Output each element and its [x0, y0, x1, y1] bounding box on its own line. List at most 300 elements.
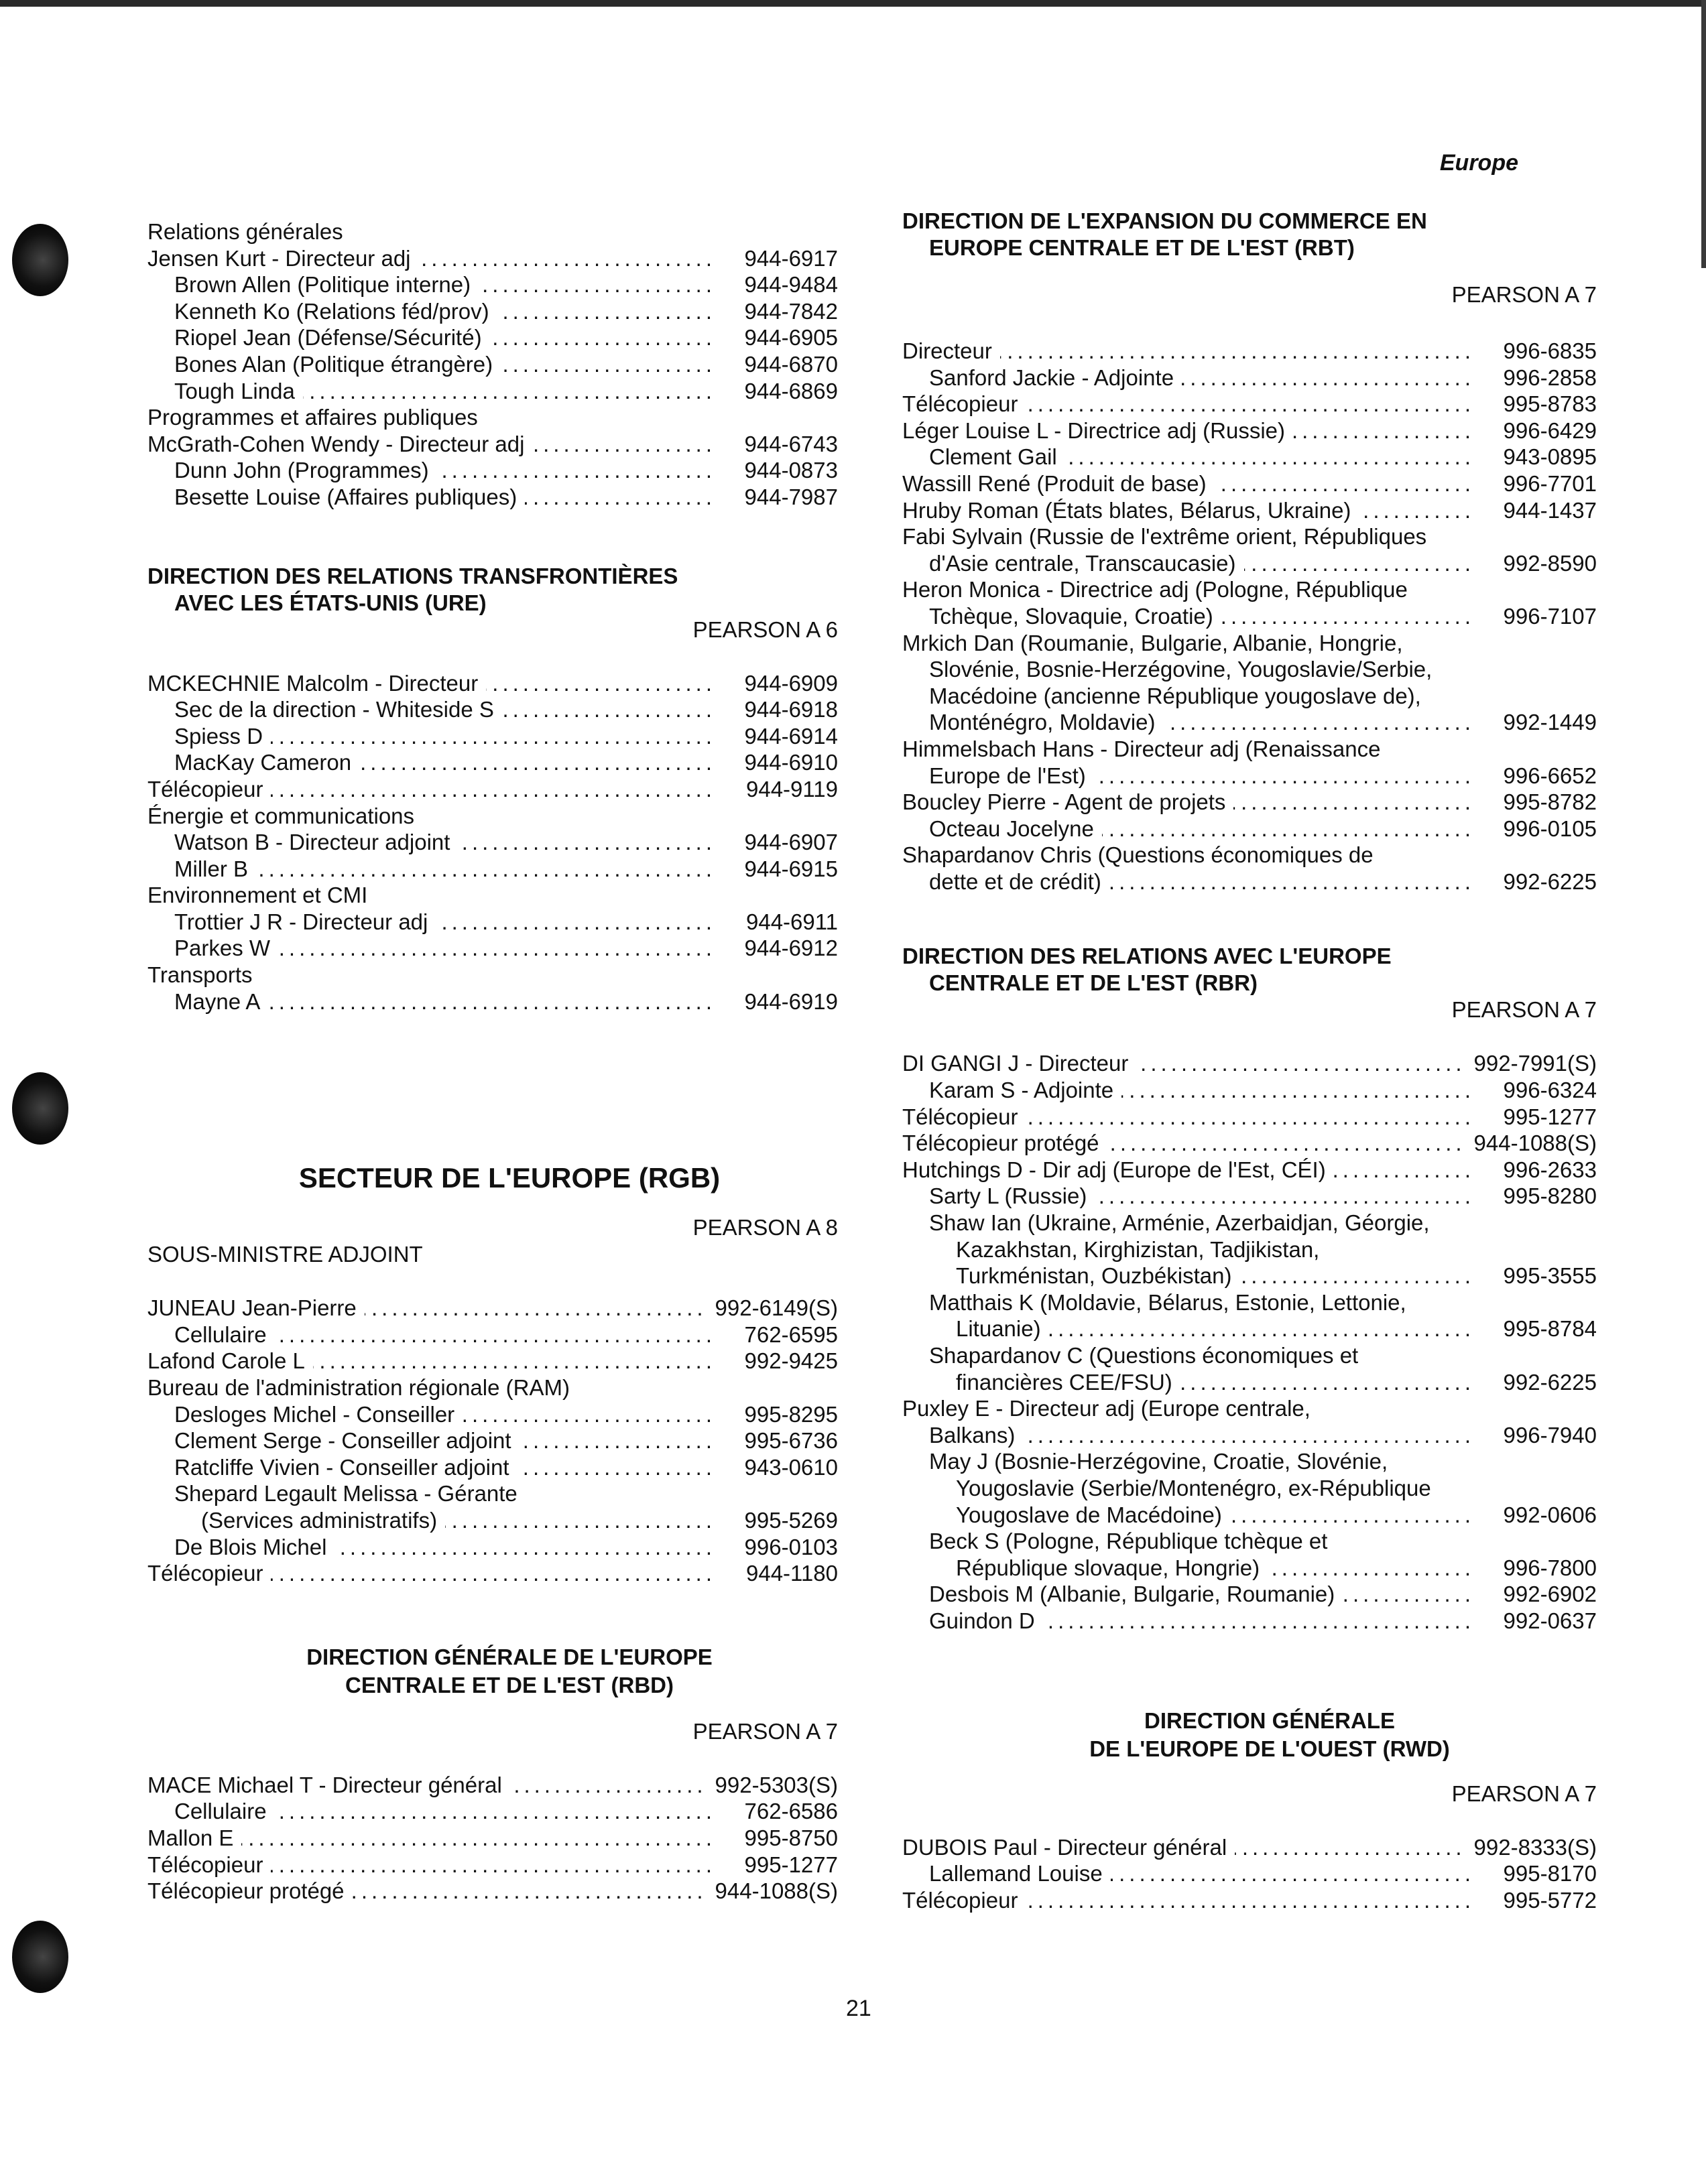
directory-entry	[902, 1130, 1597, 1157]
directory-entry	[902, 763, 1597, 789]
entry-name: Hutchings D - Dir adj (Europe de l'Est, CÉI)	[902, 1157, 1326, 1182]
dot-leader	[479, 271, 716, 298]
dot-leader	[278, 935, 716, 962]
entry-name: Télécopieur	[902, 1104, 1018, 1129]
phone-number: 944-9119	[745, 776, 838, 801]
entry-text-line: Mrkich Dan (Roumanie, Bulgarie, Albanie, Hongrie,	[902, 630, 1403, 655]
section-rbr	[902, 943, 1597, 1634]
entry-text-line: Shaw Ian (Ukraine, Arménie, Azerbaidjan, Géorgie,	[929, 1210, 1430, 1236]
directory-entry	[902, 417, 1597, 444]
phone-number: 944-0873	[744, 458, 838, 483]
phone-number: 762-6586	[744, 1799, 838, 1824]
dot-leader	[419, 245, 716, 272]
entry-list	[902, 1050, 1597, 1634]
punch-hole-bottom	[12, 1921, 68, 1993]
entry-text-line: Matthais K (Moldavie, Bélarus, Estonie, Lettonie,	[929, 1289, 1406, 1315]
dot-leader	[463, 1401, 716, 1428]
directory-entry	[147, 324, 838, 351]
dot-leader	[525, 484, 716, 511]
entry-name: DUBOIS Paul - Directeur général	[902, 1834, 1227, 1860]
entry-name: Hruby Roman (États blates, Bélarus, Ukraine)	[902, 497, 1351, 523]
directory-entry	[147, 670, 838, 697]
dot-leader	[1221, 603, 1475, 630]
directory-entry	[147, 457, 838, 484]
entry-name: Tchèque, Slovaquie, Croatie)	[929, 603, 1213, 629]
phone-number: 996-6429	[1503, 417, 1597, 443]
section-title	[902, 208, 1597, 261]
directory-entry	[902, 1315, 1597, 1342]
section-title	[902, 1707, 1597, 1763]
dot-leader	[365, 1295, 707, 1322]
phone-number: 996-7800	[1503, 1555, 1597, 1580]
subsection-heading: Environnement et CMI	[147, 883, 368, 908]
phone-number: 992-6225	[1503, 869, 1597, 894]
dot-leader	[445, 1507, 716, 1534]
title-line-2: DE L'EUROPE DE L'OUEST (RWD)	[1089, 1736, 1450, 1761]
directory-entry	[147, 1852, 838, 1878]
entry-name: Jensen Kurt - Directeur adj	[147, 245, 411, 271]
phone-number: 996-2633	[1503, 1157, 1597, 1182]
entry-name: Riopel Jean (Défense/Sécurité)	[174, 325, 482, 350]
entry-name: Dunn John (Programmes)	[174, 458, 429, 483]
directory-entry	[902, 1555, 1597, 1582]
directory-entry	[902, 497, 1597, 524]
phone-number: 944-6915	[744, 856, 838, 881]
dot-leader	[1109, 869, 1475, 895]
dot-leader	[241, 1825, 716, 1852]
entry-name: financières CEE/FSU)	[956, 1369, 1172, 1395]
dot-leader	[1235, 1834, 1465, 1861]
phone-number: 762-6595	[744, 1322, 838, 1347]
title-line-2: CENTRALE ET DE L'EST (RBD)	[345, 1672, 674, 1697]
directory-entry	[902, 1581, 1597, 1608]
phone-number: 944-6918	[744, 697, 838, 722]
dot-leader	[271, 1852, 716, 1878]
directory-entry	[147, 271, 838, 298]
dot-leader	[275, 1322, 716, 1348]
dot-leader	[520, 1427, 716, 1454]
dot-leader	[1343, 1581, 1475, 1608]
subsection-heading: Transports	[147, 962, 253, 988]
directory-entry	[902, 365, 1597, 391]
dot-leader	[1180, 1369, 1475, 1396]
entry-name: Europe de l'Est)	[929, 763, 1086, 788]
punch-hole-middle	[12, 1072, 68, 1145]
region-header: Europe	[1439, 150, 1518, 176]
directory-entry	[147, 1322, 838, 1348]
entry-list	[147, 1772, 838, 1905]
left-column	[147, 218, 838, 1905]
phone-number: 995-5269	[744, 1508, 838, 1533]
entry-text-line: Shapardanov Chris (Questions économiques de	[902, 842, 1374, 868]
phone-number: 944-6911	[745, 909, 838, 934]
directory-entry	[147, 723, 838, 750]
entry-name: Monténégro, Moldavie)	[929, 710, 1156, 735]
phone-number: 992-0606	[1503, 1502, 1597, 1527]
entry-text-line: Shapardanov C (Questions économiques et	[929, 1343, 1359, 1368]
dot-leader	[1268, 1555, 1475, 1582]
directory-entry	[147, 1401, 838, 1428]
phone-number: 995-8280	[1503, 1183, 1597, 1209]
phone-number: 996-6652	[1503, 763, 1597, 788]
phone-number: 992-8333(S)	[1473, 1834, 1597, 1860]
dot-leader	[275, 1798, 716, 1825]
directory-entry	[147, 1427, 838, 1454]
directory-entry	[902, 1157, 1597, 1183]
entry-name: Octeau Jocelyne	[929, 816, 1094, 841]
dot-leader	[359, 749, 716, 776]
title-line-1: DIRECTION GÉNÉRALE DE L'EUROPE	[306, 1644, 713, 1669]
directory-entry	[147, 1507, 838, 1534]
phone-number: 995-8750	[744, 1825, 838, 1850]
dot-leader	[334, 1534, 716, 1561]
phone-number: 995-5772	[1503, 1887, 1597, 1913]
entry-text-line: Fabi Sylvain (Russie de l'extrême orient, Républiques	[902, 524, 1427, 550]
phone-number: 995-1277	[744, 1852, 838, 1877]
phone-number: 992-0637	[1503, 1608, 1597, 1633]
entry-text-line: Heron Monica - Directrice adj (Pologne, République	[902, 577, 1408, 602]
dot-leader	[486, 670, 716, 697]
page-number: 21	[846, 1996, 871, 2021]
directory-entry	[147, 298, 838, 325]
directory-entry	[902, 789, 1597, 816]
directory-entry	[147, 1348, 838, 1374]
subsection-heading: Programmes et affaires publiques	[147, 405, 478, 430]
dot-leader	[1215, 470, 1475, 497]
entry-name: Balkans)	[929, 1422, 1016, 1448]
dot-leader	[1065, 444, 1475, 470]
entry-name: Télécopieur	[147, 1852, 263, 1877]
phone-number: 995-8782	[1503, 789, 1597, 815]
entry-text-line: Kazakhstan, Kirghizistan, Tadjikistan,	[956, 1236, 1320, 1262]
phone-number: 995-6736	[744, 1428, 838, 1454]
entry-list	[902, 338, 1597, 895]
dot-leader	[437, 457, 716, 484]
dot-leader	[1102, 816, 1475, 842]
dot-leader	[303, 378, 716, 405]
room-label: PEARSON A 6	[692, 617, 838, 642]
dot-leader	[313, 1348, 716, 1374]
dot-leader	[271, 1560, 716, 1587]
entry-name: Mallon E	[147, 1825, 234, 1850]
directory-entry	[902, 1263, 1597, 1289]
dot-leader	[497, 298, 716, 325]
phone-number: 992-1449	[1503, 710, 1597, 735]
phone-number: 944-7842	[744, 298, 838, 324]
dot-leader	[1293, 417, 1475, 444]
entry-name: Boucley Pierre - Agent de projets	[902, 789, 1226, 815]
phone-number: 944-6869	[744, 378, 838, 403]
title-line-2: AVEC LES ÉTATS-UNIS (URE)	[174, 590, 487, 615]
directory-entry	[902, 1608, 1597, 1634]
phone-number: 944-6910	[744, 750, 838, 775]
phone-number: 944-7987	[744, 484, 838, 509]
directory-entry	[902, 1369, 1597, 1396]
dot-leader	[1359, 497, 1475, 524]
phone-number: 944-1437	[1503, 497, 1597, 523]
dot-leader	[1026, 1104, 1475, 1131]
entry-text-line: Shepard Legault Melissa - Gérante	[174, 1481, 517, 1506]
directory-entry	[902, 338, 1597, 365]
directory-entry	[147, 1772, 838, 1799]
entry-name: Léger Louise L - Directrice adj (Russie)	[902, 417, 1286, 443]
entry-name: Desbois M (Albanie, Bulgarie, Roumanie)	[929, 1582, 1335, 1607]
entry-name: Lallemand Louise	[929, 1861, 1103, 1886]
phone-number: 944-6870	[744, 351, 838, 377]
entry-name: Brown Allen (Politique interne)	[174, 272, 471, 298]
dot-leader	[256, 856, 716, 883]
entry-name: Turkménistan, Ouzbékistan)	[956, 1263, 1232, 1289]
phone-number: 944-6905	[744, 325, 838, 350]
dot-leader	[1233, 789, 1475, 816]
entry-name: Cellulaire	[174, 1322, 267, 1347]
phone-number: 995-1277	[1503, 1104, 1597, 1129]
dot-leader	[436, 909, 716, 936]
subsection-heading: Énergie et communications	[147, 803, 415, 828]
dot-leader	[1095, 1183, 1475, 1210]
dot-leader	[501, 351, 716, 378]
directory-entry	[902, 1502, 1597, 1529]
phone-number: 996-0103	[744, 1534, 838, 1559]
dot-leader	[268, 988, 716, 1015]
directory-entry	[902, 444, 1597, 470]
directory-entry	[902, 816, 1597, 842]
phone-number: 996-2858	[1503, 365, 1597, 390]
directory-entry	[147, 1798, 838, 1825]
directory-entry	[902, 550, 1597, 577]
entry-name: McGrath-Cohen Wendy - Directeur adj	[147, 431, 525, 456]
dot-leader	[490, 324, 716, 351]
phone-number: 944-6917	[744, 245, 838, 271]
dot-leader	[1094, 763, 1475, 789]
section-subtitle: SOUS-MINISTRE ADJOINT	[147, 1242, 423, 1267]
entry-list	[147, 1295, 838, 1587]
section-title	[902, 943, 1597, 997]
entry-text-line: Himmelsbach Hans - Directeur adj (Renaissance	[902, 736, 1381, 761]
entry-name: Sec de la direction - Whiteside S	[174, 697, 494, 722]
phone-number: 944-6909	[744, 670, 838, 696]
directory-entry	[147, 909, 838, 936]
phone-number: 944-9484	[744, 272, 838, 298]
entry-name: Cellulaire	[174, 1799, 267, 1824]
title-line-1: DIRECTION GÉNÉRALE	[1144, 1708, 1396, 1733]
directory-entry	[147, 935, 838, 962]
entry-text-line: Yougoslavie (Serbie/Montenégro, ex-République	[956, 1475, 1431, 1500]
directory-entry	[902, 603, 1597, 630]
dot-leader	[1136, 1050, 1465, 1077]
directory-entry	[147, 856, 838, 883]
phone-number: 992-9425	[744, 1348, 838, 1374]
directory-entry	[902, 869, 1597, 895]
phone-number: 992-6149(S)	[715, 1295, 838, 1321]
entry-name: Lituanie)	[956, 1316, 1041, 1342]
room-label: PEARSON A 7	[692, 1718, 838, 1744]
entry-name: Clement Serge - Conseiller adjoint	[174, 1428, 511, 1454]
entry-name: Télécopieur	[147, 1561, 263, 1586]
directory-entry	[902, 1104, 1597, 1131]
dot-leader	[1239, 1263, 1475, 1289]
dot-leader	[517, 1454, 716, 1481]
section-rbd	[147, 1643, 838, 1905]
entry-name: Miller B	[174, 856, 249, 881]
section-ure	[147, 563, 838, 1015]
directory-entry	[147, 1560, 838, 1587]
entry-name: Télécopieur protégé	[902, 1131, 1099, 1156]
section-rbt	[902, 208, 1597, 895]
directory-entry	[147, 988, 838, 1015]
directory-entry	[902, 1834, 1597, 1861]
entry-name: Mayne A	[174, 988, 261, 1014]
scan-top-edge	[0, 0, 1706, 7]
dot-leader	[271, 776, 716, 803]
entry-name: De Blois Michel	[174, 1534, 327, 1559]
dot-leader	[1121, 1077, 1475, 1104]
dot-leader	[1000, 338, 1475, 365]
entry-name: DI GANGI J - Directeur	[902, 1051, 1129, 1076]
title-line-1: DIRECTION DES RELATIONS AVEC L'EUROPE	[902, 944, 1392, 969]
section-rgb	[147, 1161, 838, 1587]
phone-number: 944-6914	[744, 723, 838, 749]
directory-entry	[147, 431, 838, 458]
entry-name: Besette Louise (Affaires publiques)	[174, 484, 517, 509]
directory-entry	[147, 1454, 838, 1481]
punch-hole-top	[12, 224, 68, 296]
phone-number: 944-6743	[744, 431, 838, 456]
dot-leader	[510, 1772, 707, 1799]
entry-name: Trottier J R - Directeur adj	[174, 909, 428, 934]
directory-entry	[147, 1534, 838, 1561]
phone-number: 995-8784	[1503, 1316, 1597, 1342]
entry-text-line: Macédoine (ancienne République yougoslave de),	[929, 683, 1421, 708]
dot-leader	[1182, 365, 1475, 391]
right-column	[902, 208, 1597, 1913]
entry-text-line: Slovénie, Bosnie-Herzégovine, Yougoslavie/Serbie,	[929, 657, 1433, 682]
entry-name: MACE Michael T - Directeur général	[147, 1772, 502, 1797]
title-line-2: EUROPE CENTRALE ET DE L'EST (RBT)	[929, 235, 1355, 260]
entry-name: Kenneth Ko (Relations féd/prov)	[174, 298, 489, 324]
entry-name: Lafond Carole L	[147, 1348, 305, 1374]
entry-name: Spiess D	[174, 723, 263, 749]
dot-leader	[502, 696, 716, 723]
directory-entry	[902, 1860, 1597, 1887]
entry-name: d'Asie centrale, Transcaucasie)	[929, 550, 1236, 576]
directory-entry	[147, 1878, 838, 1905]
entry-name: MCKECHNIE Malcolm - Directeur	[147, 670, 479, 696]
dot-leader	[458, 829, 716, 856]
directory-entry	[147, 829, 838, 856]
phone-number: 992-7991(S)	[1473, 1051, 1597, 1076]
directory-entry	[902, 1077, 1597, 1104]
dot-leader	[1023, 1422, 1475, 1449]
dot-leader	[1043, 1608, 1475, 1634]
directory-entry	[147, 1825, 838, 1852]
directory-entry	[902, 391, 1597, 417]
phone-number: 944-1088(S)	[715, 1878, 838, 1904]
section-rwd	[902, 1707, 1597, 1914]
dot-leader	[1244, 550, 1475, 577]
entry-name: Bones Alan (Politique étrangère)	[174, 351, 493, 377]
phone-number: 944-1088(S)	[1473, 1131, 1597, 1156]
phone-number: 943-0895	[1503, 444, 1597, 470]
dot-leader	[1026, 1887, 1475, 1914]
phone-number: 995-8295	[744, 1401, 838, 1427]
directory-entry	[147, 484, 838, 511]
title-line-1: DIRECTION DES RELATIONS TRANSFRONTIÈRES	[147, 563, 678, 588]
section-title	[147, 1643, 838, 1699]
phone-number: 992-8590	[1503, 550, 1597, 576]
entry-name: Yougoslave de Macédoine)	[956, 1502, 1222, 1527]
entry-name: Wassill René (Produit de base)	[902, 470, 1207, 496]
directory-entry	[902, 1887, 1597, 1914]
section-title	[147, 563, 838, 617]
entry-name: Télécopieur protégé	[147, 1878, 345, 1904]
directory-entry	[902, 1422, 1597, 1449]
dot-leader	[1107, 1130, 1466, 1157]
directory-entry	[147, 245, 838, 272]
dot-leader	[532, 431, 716, 458]
dot-leader	[271, 723, 716, 750]
entry-name: Watson B - Directeur adjoint	[174, 830, 450, 855]
phone-number: 944-6907	[744, 830, 838, 855]
entry-name: Desloges Michel - Conseiller	[174, 1401, 455, 1427]
room-label: PEARSON A 7	[1451, 282, 1597, 307]
room-label: PEARSON A 7	[1451, 1781, 1597, 1806]
entry-name: Karam S - Adjointe	[929, 1078, 1114, 1103]
dot-leader	[1334, 1157, 1475, 1183]
entry-text-line: May J (Bosnie-Herzégovine, Croatie, Slovénie,	[929, 1449, 1388, 1474]
entry-name: (Services administratifs)	[201, 1508, 438, 1533]
subsection-heading: Bureau de l'administration régionale (RAM)	[147, 1375, 570, 1401]
entry-name: MacKay Cameron	[174, 750, 352, 775]
subsection-heading: Relations générales	[147, 219, 343, 244]
entry-name: Parkes W	[174, 936, 271, 961]
room-label: PEARSON A 8	[692, 1215, 838, 1240]
general-relations-block	[147, 218, 838, 511]
dot-leader	[353, 1878, 707, 1905]
dot-leader	[1026, 391, 1475, 417]
dot-leader	[1164, 709, 1475, 736]
entry-name: Télécopieur	[902, 391, 1018, 417]
dot-leader	[1230, 1502, 1475, 1529]
directory-entry	[147, 776, 838, 803]
entry-name: JUNEAU Jean-Pierre	[147, 1295, 357, 1321]
entry-list	[902, 1834, 1597, 1914]
entry-name: Télécopieur	[147, 776, 263, 801]
entry-name: Ratcliffe Vivien - Conseiller adjoint	[174, 1454, 509, 1480]
entry-name: Directeur	[902, 338, 992, 363]
phone-number: 944-6912	[744, 936, 838, 961]
directory-entry	[902, 470, 1597, 497]
entry-name: Sanford Jackie - Adjointe	[929, 365, 1174, 390]
entry-list	[147, 218, 838, 511]
phone-number: 996-7107	[1503, 603, 1597, 629]
phone-number: 996-0105	[1503, 816, 1597, 841]
entry-name: Tough Linda	[174, 378, 295, 403]
scan-right-edge	[1701, 0, 1706, 268]
directory-entry	[147, 749, 838, 776]
phone-number: 996-6324	[1503, 1078, 1597, 1103]
entry-name: Sarty L (Russie)	[929, 1183, 1087, 1209]
phone-number: 944-1180	[745, 1561, 838, 1586]
entry-text-line: Puxley E - Directeur adj (Europe centrale,	[902, 1396, 1311, 1421]
phone-number: 996-7701	[1503, 470, 1597, 496]
phone-number: 995-3555	[1503, 1263, 1597, 1289]
phone-number: 992-6225	[1503, 1369, 1597, 1395]
room-label: PEARSON A 7	[1451, 997, 1597, 1023]
entry-name: Guindon D	[929, 1608, 1035, 1633]
entry-text-line: Beck S (Pologne, République tchèque et	[929, 1529, 1328, 1554]
entry-name: Télécopieur	[902, 1887, 1018, 1913]
